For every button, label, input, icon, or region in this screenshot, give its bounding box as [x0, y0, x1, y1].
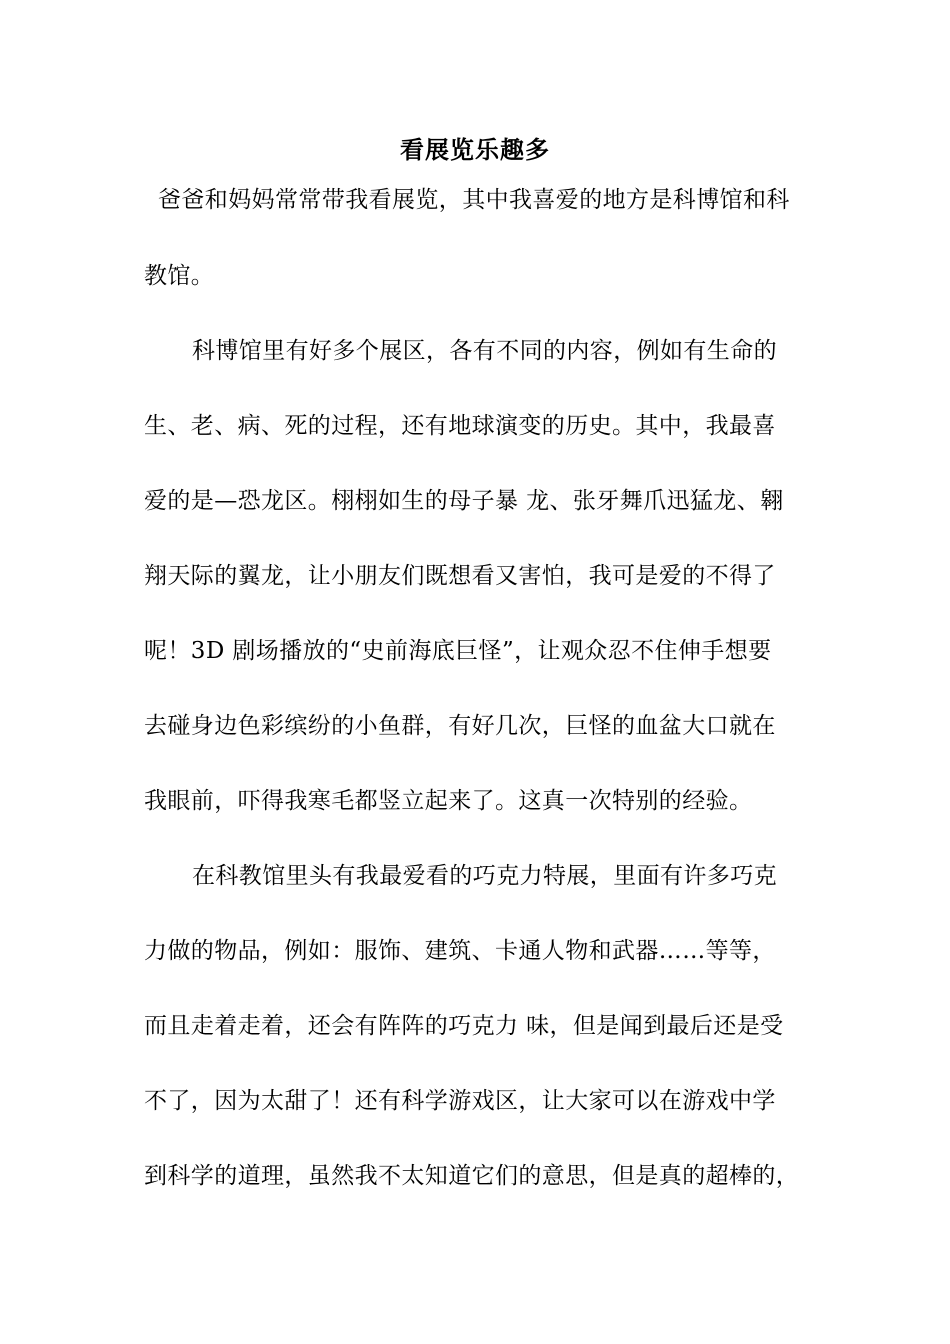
paragraph-line-2: 教馆。	[144, 263, 215, 289]
paragraph-line-13: 不了，因为太甜了！还有科学游戏区，让大家可以在游戏中学	[144, 1088, 776, 1114]
paragraph-line-8: 去碰身边色彩缤纷的小鱼群，有好几次，巨怪的血盆大口就在	[144, 713, 776, 739]
paragraph-line-9: 我眼前，吓得我寒毛都竖立起来了。这真一次特别的经验。	[144, 788, 753, 814]
document-title: 看展览乐趣多	[400, 135, 550, 164]
paragraph-line-11: 力做的物品，例如：服饰、建筑、卡通人物和武器……等等，	[144, 938, 776, 964]
paragraph-line-10: 在科教馆里头有我最爱看的巧克力特展，里面有许多巧克	[192, 863, 777, 889]
paragraph-line-7: 呢！3D 剧场播放的“史前海底巨怪”，让观众忍不住伸手想要	[144, 638, 772, 664]
paragraph-line-1: 爸爸和妈妈常常带我看展览，其中我喜爱的地方是科博馆和科	[158, 187, 790, 213]
paragraph-line-4: 生、老、病、死的过程，还有地球演变的历史。其中，我最喜	[144, 413, 776, 439]
paragraph-line-3: 科博馆里有好多个展区，各有不同的内容，例如有生命的	[192, 338, 777, 364]
paragraph-line-5: 爱的是—恐龙区。栩栩如生的母子暴 龙、张牙舞爪迅猛龙、翱	[144, 488, 784, 514]
paragraph-line-14: 到科学的道理，虽然我不太知道它们的意思，但是真的超棒的，	[144, 1163, 800, 1189]
paragraph-line-6: 翔天际的翼龙，让小朋友们既想看又害怕，我可是爱的不得了	[144, 563, 776, 589]
paragraph-line-12: 而且走着走着，还会有阵阵的巧克力 味，但是闻到最后还是受	[144, 1013, 784, 1039]
